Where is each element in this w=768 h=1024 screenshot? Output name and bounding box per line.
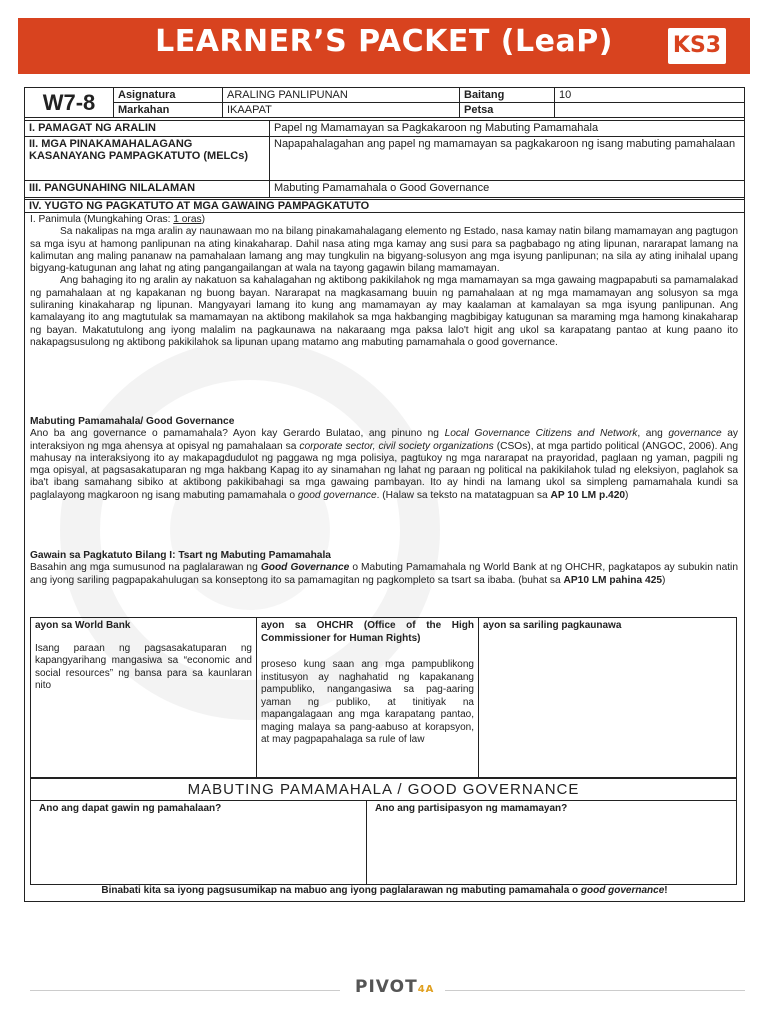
pamahalaan-question-text: Ano ang dapat gawin ng pamahalaan? [39, 803, 222, 814]
mabuting-paragraph [30, 428, 738, 502]
ohchr-text: proseso kung saan ang mga pampublikong institusyon ay naghahatid ng kapakanang pampubliko, nangangasiwa sa pag-aaring yaman ng publiko, at tinitiyak na mapangalagaan ang mga karapatang pantao, maging malaya sa pang-aabuso at korapsyon, at may pagpapahalaga sa rule of law [261, 659, 474, 745]
banner-title: LEARNER’S PACKET (LeaP) [155, 24, 613, 59]
ks3-badge: KS3 [668, 28, 726, 64]
mabuting-t2: , ang [637, 428, 669, 440]
questions-grid [30, 801, 737, 885]
mabuting-title: Mabuting Pamamahala/ Good Governance [30, 416, 235, 427]
ohchr-column [257, 618, 479, 777]
panimula-p1: Sa nakalipas na mga aralin ay naunawaan mo na bilang pinakamahalagang elemento ng Estado, nasa kamay natin bilang mamamayan ang pagtugon sa mga isyu at hamong panlipunan na ating kinakaharap. Dahil nasa ating mga kamay ang susi para sa pagbabago ng ating lipunan, nararapat lamang na kalimutan ang maling pananaw na pamahalaan lamang ang may tungkulin na bigyang-solusyon ang mga isyung panlipunan; na sila ay ating inihalal upang bigyang-katugunan ang lahat ng ating pangangailangan at wala na tayong gagawin bilang mamamayan. [30, 226, 738, 275]
pivot-logo-accent: 4A [417, 984, 435, 995]
gawain-g3: ) [662, 574, 666, 586]
sariling-heading: ayon sa sariling pagkaunawa [483, 620, 622, 631]
pivot-logo [355, 977, 435, 1001]
pamahalaan-question[interactable] [31, 801, 367, 884]
panimula-heading-text: I. Panimula (Mungkahing Oras: [30, 214, 174, 225]
week-label: W7-8 [25, 88, 114, 118]
panimula-heading-end: ) [201, 214, 205, 225]
gawain-paragraph [30, 562, 738, 587]
world-bank-text: Isang paraan ng pagsasakatuparan ng kapangyarihang mangasiwa sa “economic and social resources” ng bansa para sa kaunlaran nito [35, 642, 252, 691]
mabuting-t3: ay interaksiyon ng mga ahensya at opisyal ng pamahalaan sa [30, 428, 738, 452]
mabuting-t1: Ano ba ang governance o pamamahala? Ayon kay Gerardo Bulatao, ang pinuno ng [30, 428, 445, 440]
mabuting-t6: ) [625, 489, 629, 501]
mabuting-ref: AP 10 LM p.420 [550, 489, 626, 501]
panimula-oras: 1 oras [173, 214, 202, 225]
pamagat-value: Papel ng Mamamayan sa Pagkakaroon ng Mabuting Pamamahala [270, 121, 745, 137]
closing-c1i: good governance [580, 885, 665, 896]
mabuting-t1i: Local Governance Citizens and Network [444, 428, 638, 440]
mamamayan-question-text: Ano ang partisipasyon ng mamamayan? [375, 803, 568, 814]
gawain-title: Gawain sa Pagkatuto Bilang I: Tsart ng Mabuting Pamamahala [30, 550, 331, 561]
gawain-g2: o Mabuting Pamamahala ng World Bank at ng OHCHR, pagkatapos ay subukin natin ang iyong sariling pagpapakahulugan sa konseptong ito sa pamamagitan ng pagkompleto sa tsart sa ibaba. (buhat sa [30, 562, 738, 586]
closing-c1: Binabati kita sa iyong pagsusumikap na mabuo ang iyong paglalarawan ng mabuting pamamahala o [101, 885, 581, 896]
good-governance-title: MABUTING PAMAMAHALA / GOOD GOVERNANCE [30, 778, 737, 801]
world-bank-heading: ayon sa World Bank [35, 620, 131, 631]
gawain-g1b: Good Governance [260, 562, 350, 574]
melc-label: II. MGA PINAKAMAHALAGANG KASANAYANG PAMPAGKATUTO (MELCs) [25, 137, 270, 181]
mabuting-t4i: good governance [297, 489, 377, 501]
closing-message [24, 885, 745, 896]
ohchr-heading: ayon sa OHCHR (Office of the High Commissioner for Human Rights) [261, 620, 474, 644]
panimula-block [30, 214, 738, 349]
markahan-value: IKAAPAT [223, 103, 460, 118]
mabuting-t2i: governance [668, 428, 722, 440]
markahan-label: Markahan [114, 103, 223, 118]
footer-line-right [445, 990, 745, 991]
mamamayan-question[interactable] [367, 801, 736, 884]
nilalaman-label: III. PANGUNAHING NILALAMAN [25, 181, 270, 198]
panimula-p2: Ang bahaging ito ng aralin ay nakatuon sa kahalagahan ng aktibong pakikilahok ng mga mamamayan sa mga gawaing magpapabuti sa pamamalakad ng pamahalaan at ng kapakanan ng buong bayan. Nararapat na magkasamang buuin ng pamahalaan at ng mga mamamayan ang solusyon sa mga suliraning kinakaharap ng lipunan. Mangyayari lamang ito kung ang mamamayan ay may kaalaman at kamalayan sa mga isyung panlipunan. Ang kamalayang ito ang magtutulak sa mamamayan na aktibong makilahok sa mga hakbanging magbibigay katugunan sa maraming mga hamong kinakaharap ng bayan. Makatutulong ang iyong malalim na pagkaunawa na nakaraang mga paksa lalo't higit ang ukol sa karapatang pantao at kung paano ito nakapagsusulong ng aktibong pakikilahok sa lipunan upang matamo ang mabuting pamamahala o good governance. [30, 275, 738, 348]
melc-value: Napapahalagahan ang papel ng mamamayan sa pagkakaroon ng isang mabuting pamahalaan [270, 137, 745, 181]
pamagat-label: I. PAMAGAT NG ARALIN [25, 121, 270, 137]
mabuting-t4: (CSOs), at mga partido political (ANGOC, 2006). Ang mahusay na interaksiyong ito ay makapagdudulot ng paggawa ng mga polisiya, pagtukoy ng mga nararapat na prayoridad, paglaan ng yaman, pagpili ng mga opisyal, at pagsasakatuparan ng mga hakbang Kapag ito ay sinamahan ng lahat ng paraan ng political na pakikilahok tulad ng eleksiyon, paglahok sa iba't ibang samahang sibiko at aktibong pakikibahagi sa mga gawaing pambayan. Ito ay hindi na lamang ukol sa simpleng pamamahala kundi sa paglalayong magkaroon ng isang mabuting pamamahala o [30, 440, 739, 501]
yugto-band: IV. YUGTO NG PAGKATUTO AT MGA GAWAING PAMPAGKATUTO [24, 199, 745, 213]
gawain-g2b: AP10 LM pahina 425 [563, 574, 663, 586]
closing-c2: ! [664, 885, 668, 896]
sariling-column[interactable] [479, 618, 736, 777]
gawain-block [30, 550, 738, 587]
pivot-logo-main: PIVOT [355, 977, 418, 997]
mabuting-block [30, 416, 738, 502]
header-banner [0, 0, 768, 82]
nilalaman-value: Mabuting Pamamahala o Good Governance [270, 181, 745, 198]
asignatura-label: Asignatura [114, 88, 223, 103]
baitang-value: 10 [555, 88, 745, 103]
world-bank-column [31, 618, 257, 777]
header-table [24, 87, 745, 118]
mabuting-t3i: corporate sector, civil society organizations [299, 440, 494, 452]
panimula-heading [30, 214, 738, 226]
governance-chart [30, 617, 737, 778]
asignatura-value: ARALING PANLIPUNAN [223, 88, 460, 103]
gawain-g1: Basahin ang mga sumusunod na paglalarawan ng [30, 562, 261, 574]
sections-table [24, 120, 745, 198]
footer-line-left [30, 990, 340, 991]
baitang-label: Baitang [460, 88, 555, 103]
petsa-label: Petsa [460, 103, 555, 118]
mabuting-t5: . (Halaw sa teksto na matatagpuan sa [376, 489, 551, 501]
petsa-value[interactable] [555, 103, 745, 118]
